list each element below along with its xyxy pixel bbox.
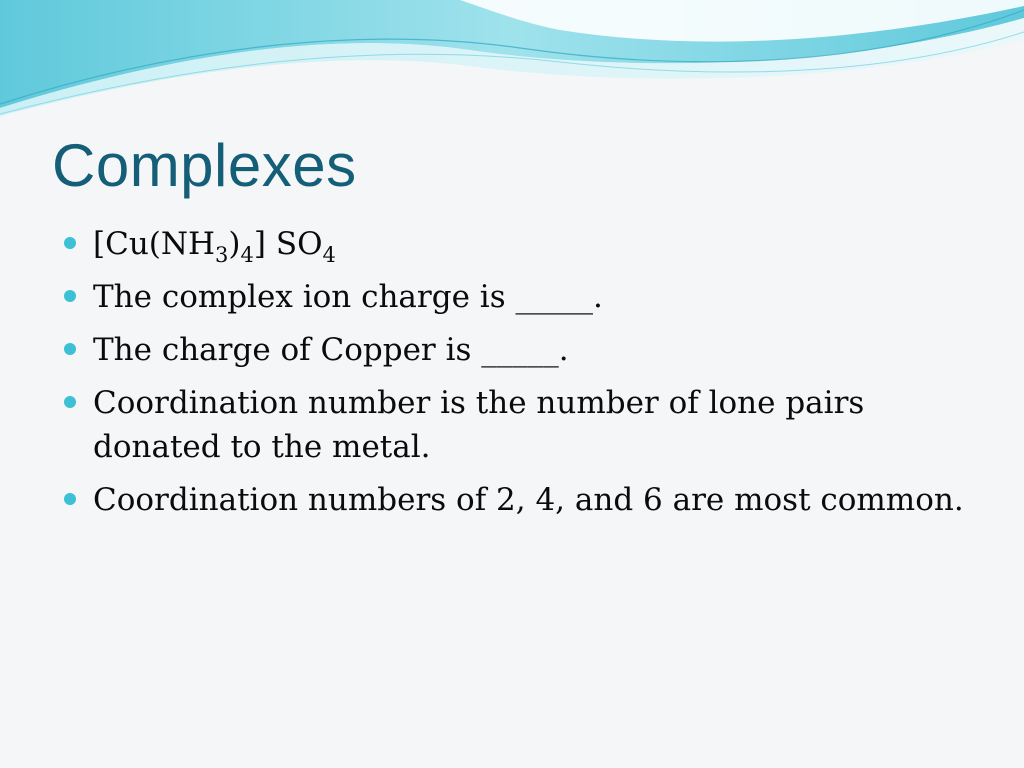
bullet-item-complex-ion-charge: The complex ion charge is _____.	[64, 275, 964, 319]
bullet-dot-icon	[64, 396, 76, 408]
bullet-item-formula	[64, 222, 964, 266]
bullet-dot-icon	[64, 343, 76, 355]
chemical-formula: $[Cu(NH_3)_4]$ $SO_4$	[93, 226, 336, 267]
slide-title: Complexes	[52, 132, 357, 199]
bullet-item-copper-charge: The charge of Copper is _____.	[64, 328, 964, 372]
bullet-item-coordination-number: Coordination number is the number of lone pairs donated to the metal.	[64, 381, 964, 469]
bullet-item-common-numbers: Coordination numbers of 2, 4, and 6 are most common.	[64, 478, 964, 522]
bullet-dot-icon	[64, 237, 76, 249]
bullet-list	[64, 222, 964, 531]
header-wave-decoration	[0, 0, 1024, 130]
bullet-dot-icon	[64, 290, 76, 302]
bullet-dot-icon	[64, 493, 76, 505]
